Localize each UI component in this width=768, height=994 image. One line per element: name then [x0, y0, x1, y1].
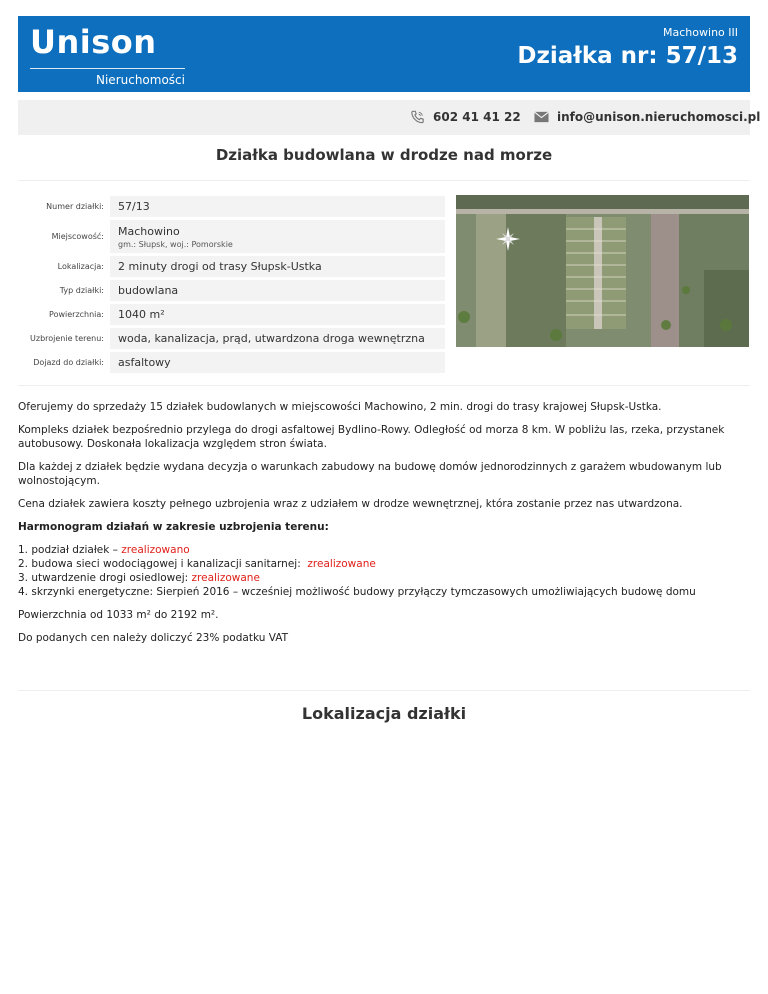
detail-label: Uzbrojenie terenu:	[30, 334, 104, 343]
contact-bar	[18, 100, 761, 135]
detail-row-access	[18, 352, 445, 373]
phone-icon	[410, 110, 425, 124]
detail-row-utilities	[18, 328, 445, 349]
phone-number: 602 41 41 22	[433, 110, 521, 124]
schedule-text: 1. podział działek –	[18, 544, 122, 556]
schedule-item	[18, 585, 738, 599]
divider	[18, 385, 750, 386]
description-paragraph: Dla każdej z działek będzie wydana decyzja o warunkach zabudowy na budowę domów jednorodzinnych z garażem wbudowanym lub wolnostojącym.	[18, 461, 722, 487]
header-plot-info	[517, 26, 738, 69]
divider	[18, 690, 750, 691]
detail-value	[110, 256, 445, 277]
location-section-title: Lokalizacja działki	[301, 704, 467, 723]
plot-details-table	[18, 196, 445, 376]
vat-note: Do podanych cen należy doliczyć 23% podatku VAT	[18, 632, 288, 644]
area-range: Powierzchnia od 1033 m² do 2192 m².	[18, 609, 219, 621]
divider	[18, 180, 750, 181]
detail-row-type	[18, 280, 445, 301]
schedule-item	[18, 557, 738, 571]
detail-row-location	[18, 256, 445, 277]
schedule-text: 3. utwardzenie drogi osiedlowej:	[18, 572, 192, 584]
plot-aerial-map[interactable]	[456, 195, 749, 347]
detail-value-text: 2 minuty drogi od trasy Słupsk-Ustka	[118, 260, 322, 273]
schedule-text: 4. skrzynki energetyczne: Sierpień 2016 – wcześniej możliwość budowy przyłączy tymczasowych umożliwiających budowę domu	[18, 586, 696, 598]
header-banner	[18, 16, 750, 92]
brand-divider	[30, 68, 185, 69]
detail-value-text: 57/13	[118, 200, 150, 213]
schedule-status: zrealizowano	[121, 544, 190, 556]
detail-label: Powierzchnia:	[49, 310, 104, 319]
detail-value-text: asfaltowy	[118, 356, 171, 369]
listing-description	[18, 400, 738, 654]
detail-label: Numer działki:	[46, 202, 104, 211]
phone-link[interactable]	[410, 110, 521, 124]
schedule-status: zrealizowane	[191, 572, 260, 584]
description-paragraph: Kompleks działek bezpośrednio przylega do drogi asfaltowej Bydlino-Rowy. Odległość od morza 8 km. W pobliżu las, rzeka, przystanek autobusowy. Doskonała lokalizacja względem stron świata.	[18, 424, 725, 450]
brand-logo[interactable]	[30, 22, 185, 87]
schedule-status: zrealizowane	[307, 558, 376, 570]
detail-value	[110, 220, 445, 253]
listing-title: Działka budowlana w drodze nad morze	[215, 146, 553, 164]
envelope-icon	[534, 110, 549, 124]
detail-value	[110, 196, 445, 217]
schedule-text: 2. budowa sieci wodociągowej i kanalizacji sanitarnej:	[18, 558, 308, 570]
estate-name: Machowino III	[663, 26, 738, 39]
detail-label: Dojazd do działki:	[33, 358, 104, 367]
detail-row-number	[18, 196, 445, 217]
detail-value-text: 1040 m²	[118, 308, 165, 321]
detail-label: Typ działki:	[59, 286, 104, 295]
detail-value-text: budowlana	[118, 284, 179, 297]
schedule-heading	[18, 520, 738, 534]
detail-value	[110, 304, 445, 325]
schedule-item	[18, 571, 738, 585]
detail-value-text: Machowino	[118, 224, 180, 238]
brand-name: Unison	[30, 23, 157, 61]
description-paragraph: Cena działek zawiera koszty pełnego uzbrojenia wraz z udziałem w drodze wewnętrznej, która zostanie przez nas utwardzona.	[18, 498, 683, 510]
schedule-list	[18, 543, 738, 599]
email-link[interactable]	[534, 110, 760, 124]
aerial-photo	[456, 195, 749, 347]
schedule-item	[18, 543, 738, 557]
detail-row-town	[18, 220, 445, 253]
detail-value-text: woda, kanalizacja, prąd, utwardzona droga wewnętrzna	[118, 332, 425, 345]
detail-label: Miejscowość:	[51, 232, 104, 241]
brand-subtitle: Nieruchomości	[96, 73, 185, 87]
detail-value	[110, 328, 445, 349]
email-address: info@unison.nieruchomosci.pl	[557, 110, 761, 124]
description-paragraph: Oferujemy do sprzedaży 15 działek budowlanych w miejscowości Machowino, 2 min. drogi do trasy krajowej Słupsk-Ustka.	[18, 401, 662, 413]
schedule-title: Harmonogram działań w zakresie uzbrojenia terenu:	[18, 521, 329, 533]
detail-value	[110, 352, 445, 373]
detail-value	[110, 280, 445, 301]
detail-value-sub: gm.: Słupsk, woj.: Pomorskie	[118, 239, 233, 249]
detail-row-area	[18, 304, 445, 325]
page-title: Działka nr: 57/13	[517, 43, 738, 69]
detail-label: Lokalizacja:	[57, 262, 104, 271]
